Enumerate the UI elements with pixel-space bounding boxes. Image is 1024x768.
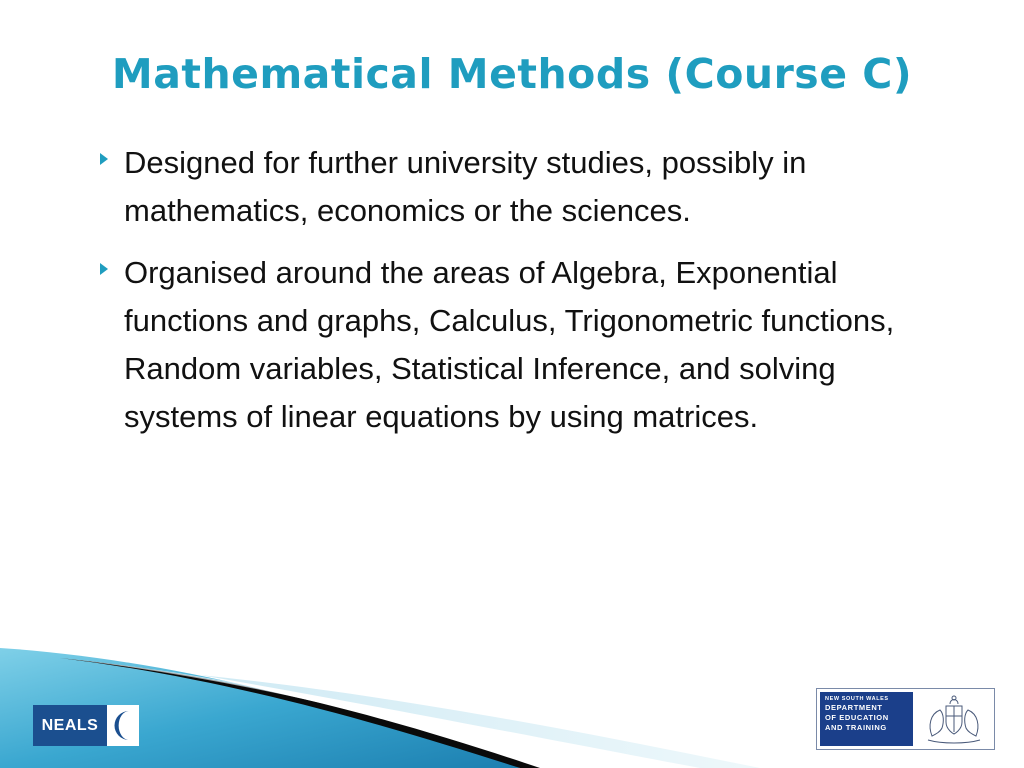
bullet-arrow-icon bbox=[100, 153, 108, 165]
dept-line: DEPARTMENT bbox=[825, 703, 883, 712]
bullet-text: Designed for further university studies, possibly in mathematics, economics or the sciences. bbox=[124, 145, 807, 228]
nsw-department-logo bbox=[816, 688, 995, 750]
dept-line: AND TRAINING bbox=[825, 723, 887, 732]
neals-logo-text: NEALS bbox=[33, 705, 107, 746]
bullet-item bbox=[93, 139, 923, 235]
neals-logo bbox=[33, 705, 139, 746]
dept-line: OF EDUCATION bbox=[825, 713, 889, 722]
bullet-text: Organised around the areas of Algebra, Exponential functions and graphs, Calculus, Trigonometric functions, Random variables, Statistical Inference, and solving systems of linear equations by using matrices. bbox=[124, 255, 895, 434]
slide-title: Mathematical Methods (Course C) bbox=[111, 50, 913, 98]
dept-line: NEW SOUTH WALES bbox=[825, 696, 889, 702]
bullet-list bbox=[93, 139, 923, 455]
bullet-item bbox=[93, 249, 923, 441]
coat-of-arms-icon bbox=[918, 692, 990, 746]
dept-logo-text bbox=[820, 692, 913, 746]
neals-crescent-icon bbox=[107, 705, 139, 746]
bullet-arrow-icon bbox=[100, 263, 108, 275]
